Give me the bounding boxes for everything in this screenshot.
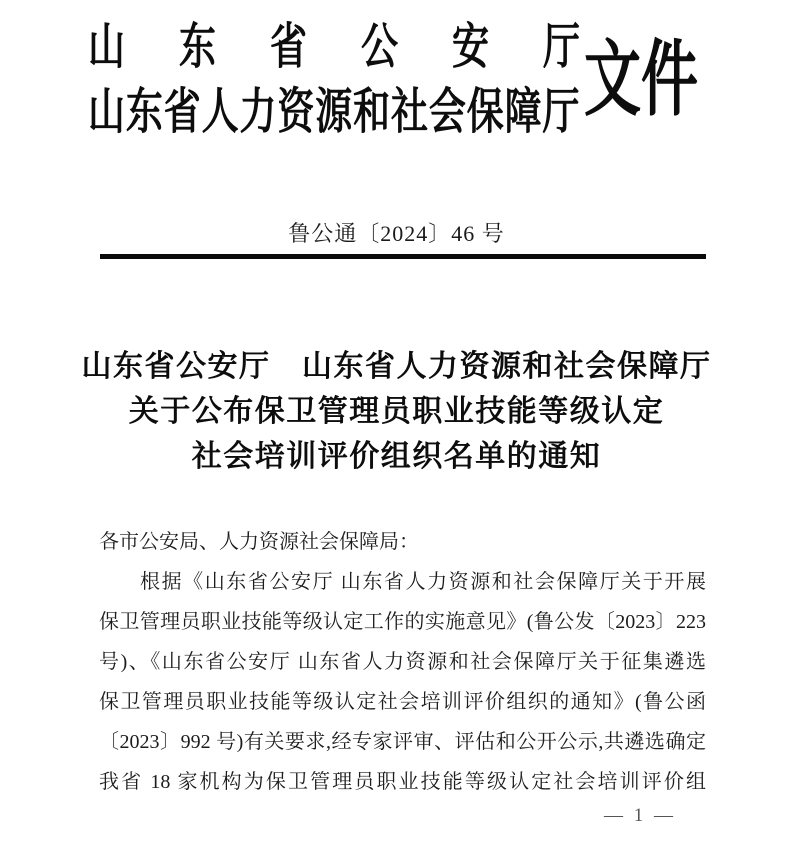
body-line: 我省 18 家机构为保卫管理员职业技能等级认定社会培训评价组 xyxy=(99,771,706,793)
document-body xyxy=(99,522,706,802)
document-title-line1: 山东省公安厅 山东省人力资源和社会保障厅 xyxy=(81,350,712,383)
org-name-line2: 山东省人力资源和社会保障厅 xyxy=(88,86,580,141)
document-title-line3: 社会培训评价组织名单的通知 xyxy=(191,440,602,473)
body-line: 保卫管理员职业技能等级认定工作的实施意见》(鲁公发〔2023〕223 xyxy=(99,611,706,633)
body-line: 〔2023〕992 号)有关要求,经专家评审、评估和公开公示,共遴选确定 xyxy=(99,731,706,753)
document-title-line2: 关于公布保卫管理员职业技能等级认定 xyxy=(128,395,665,428)
page-number: — 1 — xyxy=(604,805,676,826)
document-type-label: 文件 xyxy=(584,35,698,127)
body-line: 号)、《山东省公安厅 山东省人力资源和社会保障厅关于征集遴选 xyxy=(99,651,706,673)
org-name-line1: 山东省公安厅 xyxy=(88,21,580,76)
document-number: 鲁公通〔2024〕46 号 xyxy=(288,221,505,246)
header-divider-rule xyxy=(100,254,706,259)
document-title xyxy=(0,344,793,479)
body-line: 保卫管理员职业技能等级认定社会培训评价组织的通知》(鲁公函 xyxy=(99,691,706,713)
salutation: 各市公安局、人力资源社会保障局： xyxy=(99,531,419,553)
body-line: 根据《山东省公安厅 山东省人力资源和社会保障厅关于开展 xyxy=(140,571,706,593)
